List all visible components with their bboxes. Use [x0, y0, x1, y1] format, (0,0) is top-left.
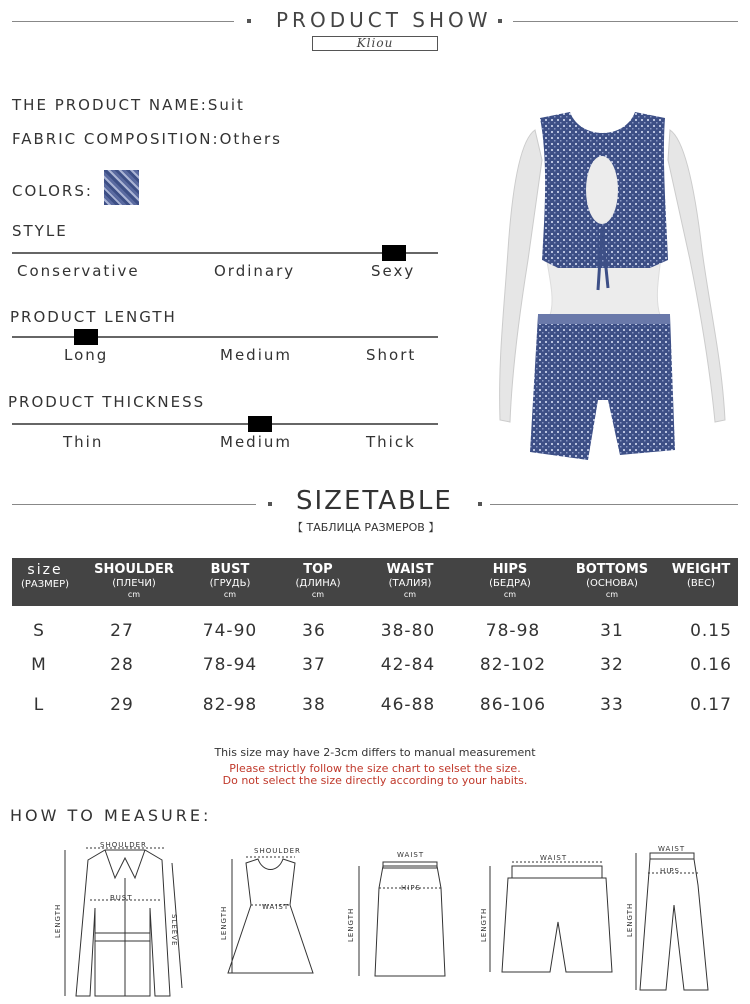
length-option-medium: Medium: [220, 346, 292, 364]
measure-title: HOW TO MEASURE:: [10, 806, 212, 825]
cell-top: 37: [302, 655, 326, 675]
cell-shoulder: 27: [110, 621, 134, 641]
style-option-conservative: Conservative: [17, 262, 140, 280]
skirt-hips-label: HIPS: [401, 884, 421, 892]
style-title: STYLE: [12, 222, 68, 240]
fabric-label: FABRIC COMPOSITION:: [12, 130, 220, 148]
knit-shorts: [530, 315, 675, 460]
product-photo: [490, 100, 740, 470]
thickness-option-thick: Thick: [366, 433, 416, 451]
cell-bottoms: 33: [600, 695, 624, 715]
colors-label: COLORS:: [12, 182, 93, 200]
cell-bust: 78-94: [202, 655, 258, 675]
pants-diagram: [626, 845, 716, 995]
product-name-label: THE PRODUCT NAME:: [12, 96, 208, 114]
shorts-outline: [478, 852, 618, 977]
style-marker: [382, 245, 406, 261]
thickness-title: PRODUCT THICKNESS: [8, 393, 206, 411]
col-waist: WAIST (ТАЛИЯ) cm: [386, 562, 434, 599]
length-marker: [74, 329, 98, 345]
skirt-waist-label: WAIST: [397, 851, 425, 859]
top-keyhole: [586, 156, 618, 224]
cell-bust: 74-90: [202, 621, 258, 641]
cell-waist: 42-84: [380, 655, 436, 675]
cell-size: S: [33, 621, 45, 641]
header-rule-left: [12, 21, 234, 22]
header-dot-right: [498, 19, 502, 23]
dress-diagram: [218, 845, 323, 995]
cell-weight: 0.16: [690, 655, 732, 675]
jacket-diagram: [50, 838, 200, 1000]
shorts-waistband: [538, 314, 670, 324]
sizetable-dot-left: [268, 502, 272, 506]
mannequin-arm-right: [668, 130, 725, 422]
header-rule-right: [513, 21, 738, 22]
skirt-length-label: LENGTH: [347, 907, 355, 942]
fabric-value: Others: [219, 130, 282, 148]
size-warning-1: Please strictly follow the size chart to selset the size.: [229, 762, 521, 775]
style-scale-track: [12, 252, 438, 254]
col-shoulder: SHOULDER (ПЛЕЧИ) cm: [94, 562, 174, 599]
cell-bottoms: 31: [600, 621, 624, 641]
cell-size: L: [33, 695, 45, 715]
product-name-value: Suit: [207, 96, 245, 114]
cell-bottoms: 32: [600, 655, 624, 675]
style-option-ordinary: Ordinary: [214, 262, 296, 280]
shorts-waist-label: WAIST: [540, 854, 568, 862]
cell-waist: 46-88: [380, 695, 436, 715]
size-note: This size may have 2-3cm differs to manual measurement: [214, 746, 536, 759]
dress-shoulder-label: SHOULDER: [254, 847, 301, 855]
thickness-option-thin: Thin: [63, 433, 104, 451]
header-dot-left: [247, 19, 251, 23]
cell-bust: 82-98: [202, 695, 258, 715]
col-bust: BUST (ГРУДЬ) cm: [209, 562, 251, 599]
skirt-outline: [345, 848, 450, 998]
jacket-length-label: LENGTH: [54, 903, 62, 938]
sizetable-title: SIZETABLE: [296, 486, 453, 516]
cell-waist: 38-80: [380, 621, 436, 641]
color-swatch[interactable]: [104, 170, 139, 205]
size-table-header: [12, 558, 738, 606]
length-title: PRODUCT LENGTH: [10, 308, 177, 326]
cell-shoulder: 28: [110, 655, 134, 675]
jacket-shoulder-label: SHOULDER: [100, 841, 147, 849]
shorts-length-label: LENGTH: [480, 907, 488, 942]
cell-top: 38: [302, 695, 326, 715]
col-weight: WEIGHT (ВЕС): [671, 562, 731, 589]
shorts-diagram: [478, 852, 618, 977]
col-bottoms: BOTTOMS (ОСНОВА) cm: [575, 562, 649, 599]
pants-hips-label: HIPS: [660, 867, 680, 875]
dress-waist-label: WAIST: [262, 903, 290, 911]
jacket-sleeve-label: SLEEVE: [170, 914, 178, 947]
sizetable-dot-right: [478, 502, 482, 506]
cell-hips: 78-98: [485, 621, 541, 641]
length-option-long: Long: [64, 346, 109, 364]
col-size: size (РАЗМЕР): [20, 562, 70, 590]
cell-shoulder: 29: [110, 695, 134, 715]
fabric-row: [12, 130, 282, 148]
pants-length-label: LENGTH: [626, 902, 634, 937]
cell-weight: 0.15: [690, 621, 732, 641]
thickness-marker: [248, 416, 272, 432]
dress-outline: [218, 845, 323, 995]
sizetable-rule-right: [490, 504, 738, 505]
col-hips: HIPS (БЕДРА) cm: [489, 562, 531, 599]
size-warning-2: Do not select the size directly according to your habits.: [222, 774, 528, 787]
cell-hips: 86-106: [479, 695, 547, 715]
jacket-bust-label: BUST: [110, 894, 133, 902]
cell-weight: 0.17: [690, 695, 732, 715]
page-title: PRODUCT SHOW: [276, 8, 492, 32]
cell-size: M: [31, 655, 47, 675]
sizetable-rule-left: [12, 504, 256, 505]
brand-box: Kliou: [312, 36, 438, 51]
pants-waist-label: WAIST: [658, 845, 686, 853]
sizetable-subtitle: 【 ТАБЛИЦА РАЗМЕРОВ 】: [292, 521, 440, 534]
thickness-scale-track: [12, 423, 438, 425]
col-top: TOP (ДЛИНА) cm: [295, 562, 341, 599]
cell-top: 36: [302, 621, 326, 641]
skirt-diagram: [345, 848, 450, 998]
cell-hips: 82-102: [479, 655, 547, 675]
length-option-short: Short: [366, 346, 417, 364]
style-option-sexy: Sexy: [371, 262, 416, 280]
dress-length-label: LENGTH: [220, 905, 228, 940]
product-name-row: [12, 96, 245, 114]
thickness-option-medium: Medium: [220, 433, 292, 451]
